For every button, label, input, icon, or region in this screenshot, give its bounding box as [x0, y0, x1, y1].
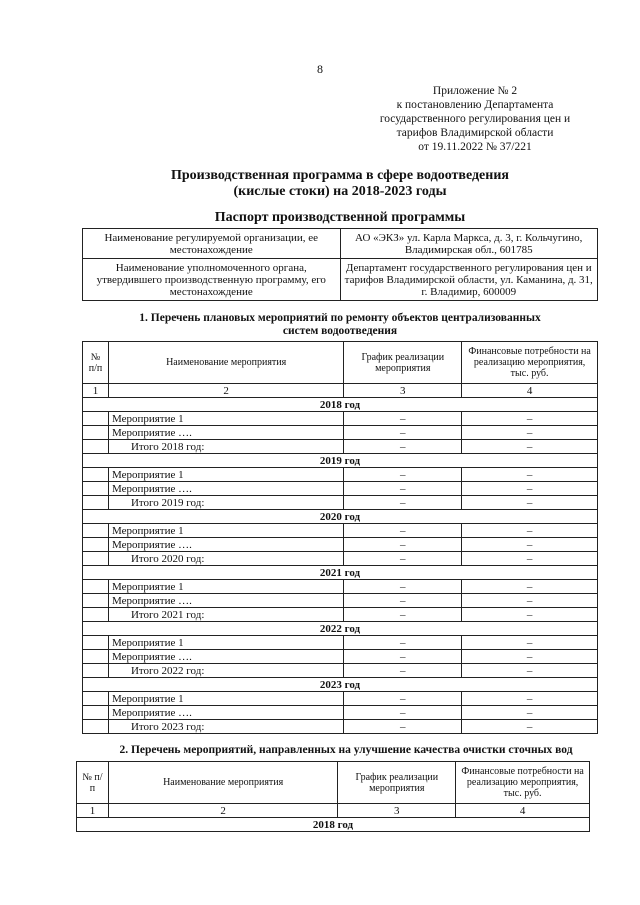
passport-value: АО «ЭКЗ» ул. Карла Маркса, д. 3, г. Кольчугино, Владимирская обл., 601785: [340, 229, 598, 259]
table-row: [83, 552, 598, 566]
section1-table: [82, 341, 598, 734]
total-label: Итого 2023 год:: [108, 720, 343, 734]
dash-cell: –: [462, 468, 598, 482]
col-index: 3: [338, 804, 456, 818]
dash-cell: –: [462, 538, 598, 552]
dash-cell: –: [462, 636, 598, 650]
section1-heading: [95, 312, 585, 338]
table-row: [83, 650, 598, 664]
table-row: [83, 664, 598, 678]
col-index: 2: [108, 384, 343, 398]
dash-cell: –: [462, 482, 598, 496]
dash-cell: –: [462, 524, 598, 538]
year-row: 2022 год: [83, 622, 598, 636]
col-index: 1: [77, 804, 109, 818]
total-label: Итого 2020 год:: [108, 552, 343, 566]
measure-name: Мероприятие 1: [108, 636, 343, 650]
col-header-finance: Финансовые потребности на реализацию мероприятия, тыс. руб.: [456, 762, 590, 804]
passport-label: Наименование уполномоченного органа, утвердившего производственную программу, его местонахождение: [83, 259, 341, 301]
measure-name: Мероприятие ….: [108, 650, 343, 664]
table-row: [83, 580, 598, 594]
table-row: [83, 482, 598, 496]
section2-table: [76, 761, 590, 832]
dash-cell: –: [462, 594, 598, 608]
dash-cell: –: [462, 580, 598, 594]
appendix-line: от 19.11.2022 № 37/221: [418, 141, 532, 153]
dash-cell: –: [462, 650, 598, 664]
dash-cell: –: [344, 594, 462, 608]
measure-name: Мероприятие 1: [108, 692, 343, 706]
appendix-block: [370, 84, 580, 154]
dash-cell: –: [462, 412, 598, 426]
dash-cell: –: [462, 608, 598, 622]
appendix-line: государственного регулирования цен и: [379, 113, 571, 125]
dash-cell: –: [462, 496, 598, 510]
table-row: [83, 468, 598, 482]
measure-name: Мероприятие ….: [108, 482, 343, 496]
dash-cell: –: [344, 482, 462, 496]
year-row: 2018 год: [83, 398, 598, 412]
year-row: 2020 год: [83, 510, 598, 524]
heading-line: систем водоотведения: [282, 325, 398, 337]
dash-cell: –: [462, 440, 598, 454]
col-header-name: Наименование мероприятия: [108, 762, 337, 804]
col-index: 3: [344, 384, 462, 398]
dash-cell: –: [344, 524, 462, 538]
dash-cell: –: [462, 664, 598, 678]
table-row: [83, 524, 598, 538]
col-index: 2: [108, 804, 337, 818]
passport-value: Департамент государственного регулирования цен и тарифов Владимирской области, ул. Каманина, д. 31, г. Владимир, 600009: [340, 259, 598, 301]
col-header-name: Наименование мероприятия: [108, 342, 343, 384]
appendix-line: тарифов Владимирской области: [396, 127, 554, 139]
table-row: [83, 692, 598, 706]
dash-cell: –: [344, 440, 462, 454]
table-row: [83, 426, 598, 440]
page-number: 8: [317, 62, 323, 76]
dash-cell: –: [462, 720, 598, 734]
year-row: 2019 год: [83, 454, 598, 468]
col-header-finance: Финансовые потребности на реализацию мероприятия, тыс. руб.: [462, 342, 598, 384]
table-row: [83, 594, 598, 608]
passport-table: [82, 228, 598, 301]
dash-cell: –: [344, 664, 462, 678]
table-row: [83, 608, 598, 622]
measure-name: Мероприятие 1: [108, 524, 343, 538]
dash-cell: –: [344, 608, 462, 622]
heading-line: 1. Перечень плановых мероприятий по ремонту объектов централизованных: [139, 312, 541, 324]
dash-cell: –: [344, 412, 462, 426]
dash-cell: –: [462, 426, 598, 440]
table-row: [83, 412, 598, 426]
measure-name: Мероприятие 1: [108, 580, 343, 594]
measure-name: Мероприятие ….: [108, 426, 343, 440]
title-line: (кислые стоки) на 2018-2023 годы: [233, 184, 447, 199]
dash-cell: –: [344, 720, 462, 734]
dash-cell: –: [344, 538, 462, 552]
table-row: [83, 440, 598, 454]
title-line: Производственная программа в сфере водоотведения: [171, 168, 509, 183]
col-header-number: № п/п: [83, 342, 109, 384]
year-row: 2018 год: [77, 818, 590, 832]
measure-name: Мероприятие 1: [108, 468, 343, 482]
year-row: 2021 год: [83, 566, 598, 580]
table-row: [83, 706, 598, 720]
dash-cell: –: [344, 580, 462, 594]
dash-cell: –: [462, 692, 598, 706]
total-label: Итого 2019 год:: [108, 496, 343, 510]
col-index: 4: [456, 804, 590, 818]
dash-cell: –: [344, 692, 462, 706]
col-header-schedule: График реализации мероприятия: [338, 762, 456, 804]
table-row: [83, 496, 598, 510]
col-header-number: № п/п: [77, 762, 109, 804]
table-row: [83, 720, 598, 734]
dash-cell: –: [344, 496, 462, 510]
passport-label: Наименование регулируемой организации, ее местонахождение: [83, 229, 341, 259]
measure-name: Мероприятие ….: [108, 706, 343, 720]
col-index: 4: [462, 384, 598, 398]
dash-cell: –: [344, 552, 462, 566]
dash-cell: –: [344, 650, 462, 664]
dash-cell: –: [344, 706, 462, 720]
measure-name: Мероприятие ….: [108, 594, 343, 608]
total-label: Итого 2021 год:: [108, 608, 343, 622]
dash-cell: –: [344, 426, 462, 440]
total-label: Итого 2018 год:: [108, 440, 343, 454]
col-index: 1: [83, 384, 109, 398]
dash-cell: –: [344, 636, 462, 650]
passport-title: Паспорт производственной программы: [214, 210, 466, 225]
measure-name: Мероприятие 1: [108, 412, 343, 426]
appendix-line: Приложение № 2: [432, 85, 518, 97]
dash-cell: –: [462, 552, 598, 566]
col-header-schedule: График реализации мероприятия: [344, 342, 462, 384]
appendix-line: к постановлению Департамента: [396, 99, 554, 111]
table-row: [83, 636, 598, 650]
section2-heading: 2. Перечень мероприятий, направленных на улучшение качества очистки сточных вод: [119, 744, 573, 756]
year-row: 2023 год: [83, 678, 598, 692]
dash-cell: –: [344, 468, 462, 482]
total-label: Итого 2022 год:: [108, 664, 343, 678]
table-row: [83, 538, 598, 552]
measure-name: Мероприятие ….: [108, 538, 343, 552]
document-title: [90, 168, 590, 200]
dash-cell: –: [462, 706, 598, 720]
